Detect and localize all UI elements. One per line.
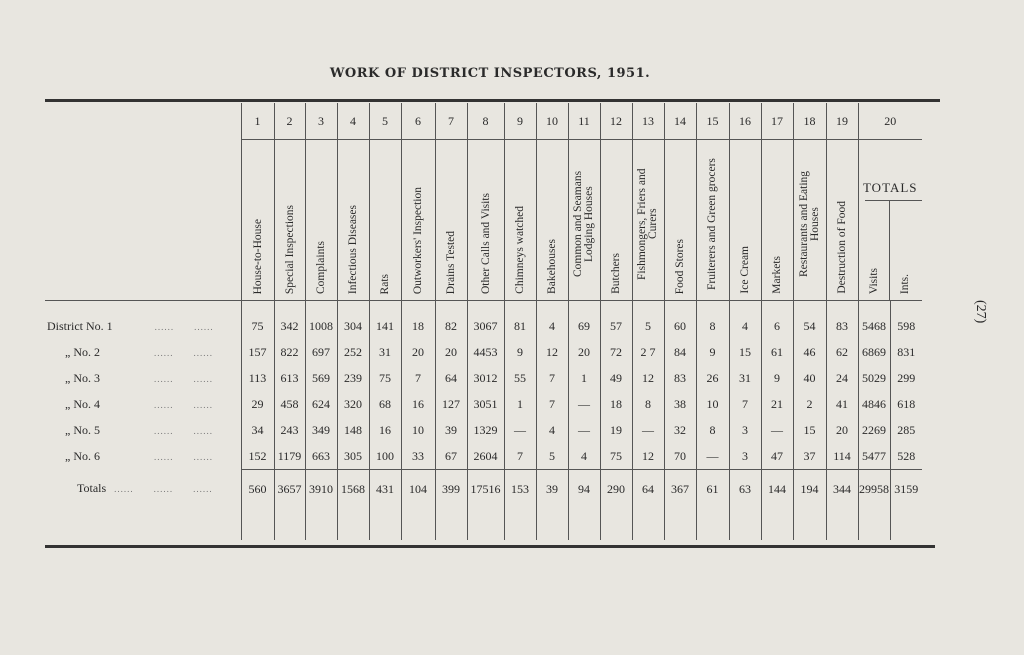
table-cell: 64 — [435, 365, 467, 391]
dot-leader: ...... — [193, 425, 213, 436]
blank-cell — [45, 508, 241, 540]
table-cell: 20 — [435, 339, 467, 365]
dot-leader: ...... — [193, 484, 213, 495]
table-cell: 1008 — [305, 301, 337, 340]
blank-cell — [45, 140, 241, 301]
column-header — [536, 140, 568, 301]
dot-leader: ...... — [154, 425, 174, 436]
dot-leader: ...... — [193, 451, 213, 462]
totals-row — [45, 470, 922, 509]
column-header-label: Markets — [771, 256, 783, 294]
table-cell: 16 — [369, 417, 401, 443]
dot-leader: ...... — [194, 321, 214, 332]
dot-leader: ...... — [154, 373, 174, 384]
table-cell: 57 — [600, 301, 632, 340]
table-cell: 141 — [369, 301, 401, 340]
table-cell: 624 — [305, 391, 337, 417]
column-header — [274, 140, 305, 301]
column-number: 3 — [305, 103, 337, 140]
column-number: 20 — [858, 103, 922, 140]
blank-cell — [467, 508, 504, 540]
table-cell: — — [632, 417, 664, 443]
table-cell: 24 — [826, 365, 858, 391]
column-number: 2 — [274, 103, 305, 140]
table-cell: 40 — [793, 365, 826, 391]
column-number: 6 — [401, 103, 435, 140]
totals-cell: 94 — [568, 470, 600, 509]
column-header-label: Food Stores — [674, 238, 686, 294]
column-number: 11 — [568, 103, 600, 140]
table-cell: 7 — [536, 391, 568, 417]
column-header-label: Complaints — [315, 240, 327, 294]
table-cell: 84 — [664, 339, 696, 365]
table-cell: 831 — [890, 339, 922, 365]
table-cell: 697 — [305, 339, 337, 365]
table-cell: 37 — [793, 443, 826, 470]
table-cell: 7 — [729, 391, 761, 417]
row-label — [45, 470, 241, 509]
table-cell: 7 — [401, 365, 435, 391]
table-cell: 4 — [536, 301, 568, 340]
table-row — [45, 301, 922, 340]
table-cell: 5 — [536, 443, 568, 470]
table-cell: 20 — [568, 339, 600, 365]
column-number: 17 — [761, 103, 793, 140]
blank-cell — [435, 508, 467, 540]
table-cell: — — [504, 417, 536, 443]
column-header-label: Restaurants and Eating Houses — [797, 170, 821, 278]
table-cell: 33 — [401, 443, 435, 470]
table-cell: 4453 — [467, 339, 504, 365]
table-cell: 2 7 — [632, 339, 664, 365]
table-cell: 34 — [241, 417, 274, 443]
totals-cell: 144 — [761, 470, 793, 509]
blank-cell — [890, 508, 922, 540]
totals-cell: 431 — [369, 470, 401, 509]
dot-leader: ...... — [154, 347, 174, 358]
dot-leader: ...... — [114, 484, 134, 495]
totals-cell: 39 — [536, 470, 568, 509]
totals-header — [858, 140, 922, 301]
table-cell: 305 — [337, 443, 369, 470]
spacer-row — [45, 508, 922, 540]
table-cell: 75 — [241, 301, 274, 340]
dot-leader: ...... — [154, 451, 174, 462]
column-number: 18 — [793, 103, 826, 140]
table-cell: 9 — [504, 339, 536, 365]
blank-cell — [45, 103, 241, 140]
column-header — [729, 140, 761, 301]
table-cell: 8 — [696, 417, 729, 443]
column-header-label: Destruction of Food — [836, 201, 848, 294]
totals-cell: 63 — [729, 470, 761, 509]
table-cell: 528 — [890, 443, 922, 470]
table-cell: 20 — [826, 417, 858, 443]
table-row — [45, 443, 922, 470]
table-cell: 5468 — [858, 301, 890, 340]
table-cell: 349 — [305, 417, 337, 443]
table-cell: 9 — [761, 365, 793, 391]
table-cell: 69 — [568, 301, 600, 340]
district-label: „ No. 6 — [65, 448, 100, 463]
dot-leader: ...... — [193, 373, 213, 384]
column-header-label: Other Calls and Visits — [479, 193, 492, 294]
table-cell: 68 — [369, 391, 401, 417]
dot-leader: ...... — [154, 399, 174, 410]
column-header-label: Infectious Diseases — [347, 204, 359, 294]
visits-header — [859, 262, 891, 300]
table-cell: 3 — [729, 417, 761, 443]
table-cell: 1 — [568, 365, 600, 391]
table-cell: 252 — [337, 339, 369, 365]
table-row — [45, 339, 922, 365]
column-number: 19 — [826, 103, 858, 140]
column-header — [793, 140, 826, 301]
column-number: 12 — [600, 103, 632, 140]
totals-cell: 3657 — [274, 470, 305, 509]
data-table — [45, 103, 922, 540]
totals-cell: 367 — [664, 470, 696, 509]
table-cell: 152 — [241, 443, 274, 470]
blank-cell — [536, 508, 568, 540]
table-cell: 12 — [632, 365, 664, 391]
column-header — [600, 140, 632, 301]
table-cell: 7 — [536, 365, 568, 391]
table-cell: 1179 — [274, 443, 305, 470]
table-cell: 3012 — [467, 365, 504, 391]
table-cell: 1 — [504, 391, 536, 417]
column-header — [369, 140, 401, 301]
table-cell: 82 — [435, 301, 467, 340]
column-number: 4 — [337, 103, 369, 140]
blank-cell — [826, 508, 858, 540]
table-cell: 75 — [369, 365, 401, 391]
table-cell: 299 — [890, 365, 922, 391]
table-cell: 4 — [536, 417, 568, 443]
totals-cell: 153 — [504, 470, 536, 509]
column-number: 7 — [435, 103, 467, 140]
column-number: 16 — [729, 103, 761, 140]
column-header — [401, 140, 435, 301]
row-label — [45, 443, 241, 470]
district-label: „ No. 2 — [65, 344, 100, 359]
blank-cell — [568, 508, 600, 540]
totals-cell: 3159 — [890, 470, 922, 509]
column-number: 15 — [696, 103, 729, 140]
blank-cell — [664, 508, 696, 540]
blank-cell — [793, 508, 826, 540]
table-cell: 5029 — [858, 365, 890, 391]
blank-cell — [600, 508, 632, 540]
column-header-label: Fishmongers, Friers and Curers — [636, 168, 659, 280]
ints-header — [889, 200, 922, 300]
column-header-label: Ice Cream — [739, 246, 751, 294]
table-cell: 157 — [241, 339, 274, 365]
totals-cell: 29958 — [858, 470, 890, 509]
table-cell: 2604 — [467, 443, 504, 470]
dot-leader: ...... — [193, 399, 213, 410]
table-cell: 75 — [600, 443, 632, 470]
column-number: 9 — [504, 103, 536, 140]
table-cell: 55 — [504, 365, 536, 391]
table-cell: 6 — [761, 301, 793, 340]
table-cell: 114 — [826, 443, 858, 470]
table-cell: 342 — [274, 301, 305, 340]
table-cell: — — [761, 417, 793, 443]
row-label — [45, 339, 241, 365]
table-cell: 12 — [536, 339, 568, 365]
column-header — [504, 140, 536, 301]
table-cell: 26 — [696, 365, 729, 391]
table-cell: 83 — [664, 365, 696, 391]
table-cell: 3051 — [467, 391, 504, 417]
column-header — [696, 140, 729, 301]
column-header-label: Bakehouses — [546, 239, 558, 294]
table-cell: 83 — [826, 301, 858, 340]
column-number: 13 — [632, 103, 664, 140]
blank-cell — [274, 508, 305, 540]
table-cell: 15 — [793, 417, 826, 443]
table-cell: 70 — [664, 443, 696, 470]
table-cell: 54 — [793, 301, 826, 340]
totals-cell: 344 — [826, 470, 858, 509]
page-number: (27) — [973, 300, 988, 324]
table-cell: 569 — [305, 365, 337, 391]
totals-label: Totals — [77, 481, 107, 496]
column-header — [467, 140, 504, 301]
column-number: 1 — [241, 103, 274, 140]
row-label — [45, 391, 241, 417]
table-cell: — — [568, 391, 600, 417]
bottom-rule — [45, 545, 935, 548]
column-header-label: Butchers — [610, 253, 622, 294]
blank-cell — [696, 508, 729, 540]
district-label: District No. 1 — [47, 318, 113, 333]
column-header-label: Fruiterers and Green grocers — [706, 158, 718, 290]
table-cell: 100 — [369, 443, 401, 470]
table-cell: 39 — [435, 417, 467, 443]
totals-cell: 290 — [600, 470, 632, 509]
column-header — [664, 140, 696, 301]
table-cell: 458 — [274, 391, 305, 417]
table-cell: 20 — [401, 339, 435, 365]
table-cell: 2269 — [858, 417, 890, 443]
table-cell: — — [696, 443, 729, 470]
totals-cell: 1568 — [337, 470, 369, 509]
table-cell: 4 — [729, 301, 761, 340]
column-header-label: Rats — [379, 273, 391, 294]
column-number: 5 — [369, 103, 401, 140]
table-cell: 49 — [600, 365, 632, 391]
table-cell: 18 — [401, 301, 435, 340]
column-header — [241, 140, 274, 301]
table-cell: 239 — [337, 365, 369, 391]
column-header-row — [45, 140, 922, 301]
blank-cell — [241, 508, 274, 540]
totals-cell: 194 — [793, 470, 826, 509]
page-title: WORK OF DISTRICT INSPECTORS, 1951. — [329, 66, 651, 81]
column-header-label: Chimneys watched — [514, 206, 526, 294]
table-cell: 10 — [401, 417, 435, 443]
table-cell: 61 — [761, 339, 793, 365]
table-cell: 21 — [761, 391, 793, 417]
table-cell: 10 — [696, 391, 729, 417]
column-header — [632, 140, 664, 301]
table-cell: 60 — [664, 301, 696, 340]
table-cell: 18 — [600, 391, 632, 417]
row-label — [45, 365, 241, 391]
table-cell: 320 — [337, 391, 369, 417]
table-cell: 15 — [729, 339, 761, 365]
table-cell: 618 — [890, 391, 922, 417]
row-label — [45, 301, 241, 340]
table-cell: 29 — [241, 391, 274, 417]
table-cell: 38 — [664, 391, 696, 417]
dot-leader: ...... — [154, 321, 175, 332]
column-header — [826, 140, 858, 301]
table-cell: 1329 — [467, 417, 504, 443]
totals-cell: 3910 — [305, 470, 337, 509]
table-cell: 12 — [632, 443, 664, 470]
table-cell: 62 — [826, 339, 858, 365]
row-label — [45, 417, 241, 443]
column-header — [761, 140, 793, 301]
district-label: „ No. 4 — [65, 396, 100, 411]
table-cell: 72 — [600, 339, 632, 365]
table-cell: 47 — [761, 443, 793, 470]
column-number: 8 — [467, 103, 504, 140]
blank-cell — [401, 508, 435, 540]
table-cell: 31 — [729, 365, 761, 391]
totals-header-label: TOTALS — [862, 180, 918, 195]
column-header-label: Drains Tested — [445, 230, 457, 294]
column-header — [568, 140, 600, 301]
column-number: 10 — [536, 103, 568, 140]
table-cell: 81 — [504, 301, 536, 340]
table-cell: 148 — [337, 417, 369, 443]
table-cell: 598 — [890, 301, 922, 340]
table-cell: 31 — [369, 339, 401, 365]
visits-header-label: Visits — [868, 267, 881, 294]
table-cell: 5 — [632, 301, 664, 340]
table-cell: 3 — [729, 443, 761, 470]
table-cell: 243 — [274, 417, 305, 443]
totals-cell: 399 — [435, 470, 467, 509]
table-row — [45, 365, 922, 391]
table-cell: 304 — [337, 301, 369, 340]
table-cell: — — [568, 417, 600, 443]
table-cell: 9 — [696, 339, 729, 365]
table-cell: 41 — [826, 391, 858, 417]
table-cell: 6869 — [858, 339, 890, 365]
column-header — [435, 140, 467, 301]
totals-cell: 17516 — [467, 470, 504, 509]
ints-header-label: Ints. — [899, 273, 912, 294]
table-cell: 4846 — [858, 391, 890, 417]
column-header-label: Special Inspections — [283, 204, 296, 294]
blank-cell — [337, 508, 369, 540]
table-cell: 5477 — [858, 443, 890, 470]
blank-cell — [761, 508, 793, 540]
dot-leader: ...... — [193, 347, 213, 358]
table-cell: 19 — [600, 417, 632, 443]
column-header — [337, 140, 369, 301]
table-cell: 8 — [696, 301, 729, 340]
district-label: „ No. 5 — [65, 422, 100, 437]
blank-cell — [369, 508, 401, 540]
table-cell: 16 — [401, 391, 435, 417]
table-cell: 32 — [664, 417, 696, 443]
table-cell: 7 — [504, 443, 536, 470]
table-cell: 2 — [793, 391, 826, 417]
blank-cell — [504, 508, 536, 540]
column-number-row — [45, 103, 922, 140]
table-cell: 127 — [435, 391, 467, 417]
table-cell: 4 — [568, 443, 600, 470]
table-cell: 613 — [274, 365, 305, 391]
table-cell: 663 — [305, 443, 337, 470]
column-header-label: Outworkers' Inspection — [412, 186, 424, 294]
table-cell: 67 — [435, 443, 467, 470]
table-cell: 285 — [890, 417, 922, 443]
top-rule — [45, 99, 940, 102]
table-cell: 46 — [793, 339, 826, 365]
table-cell: 822 — [274, 339, 305, 365]
column-header-label: Common and Seamans Lodging Houses — [572, 170, 595, 278]
column-number: 14 — [664, 103, 696, 140]
column-header — [305, 140, 337, 301]
district-label: „ No. 3 — [65, 370, 100, 385]
table-row — [45, 417, 922, 443]
table-cell: 3067 — [467, 301, 504, 340]
totals-cell: 64 — [632, 470, 664, 509]
blank-cell — [858, 508, 890, 540]
table-row — [45, 391, 922, 417]
totals-cell: 560 — [241, 470, 274, 509]
blank-cell — [305, 508, 337, 540]
totals-cell: 61 — [696, 470, 729, 509]
column-header-label: House-to-House — [251, 218, 264, 294]
blank-cell — [729, 508, 761, 540]
table-cell: 113 — [241, 365, 274, 391]
blank-cell — [632, 508, 664, 540]
totals-cell: 104 — [401, 470, 435, 509]
table-cell: 8 — [632, 391, 664, 417]
dot-leader: ...... — [153, 484, 174, 495]
